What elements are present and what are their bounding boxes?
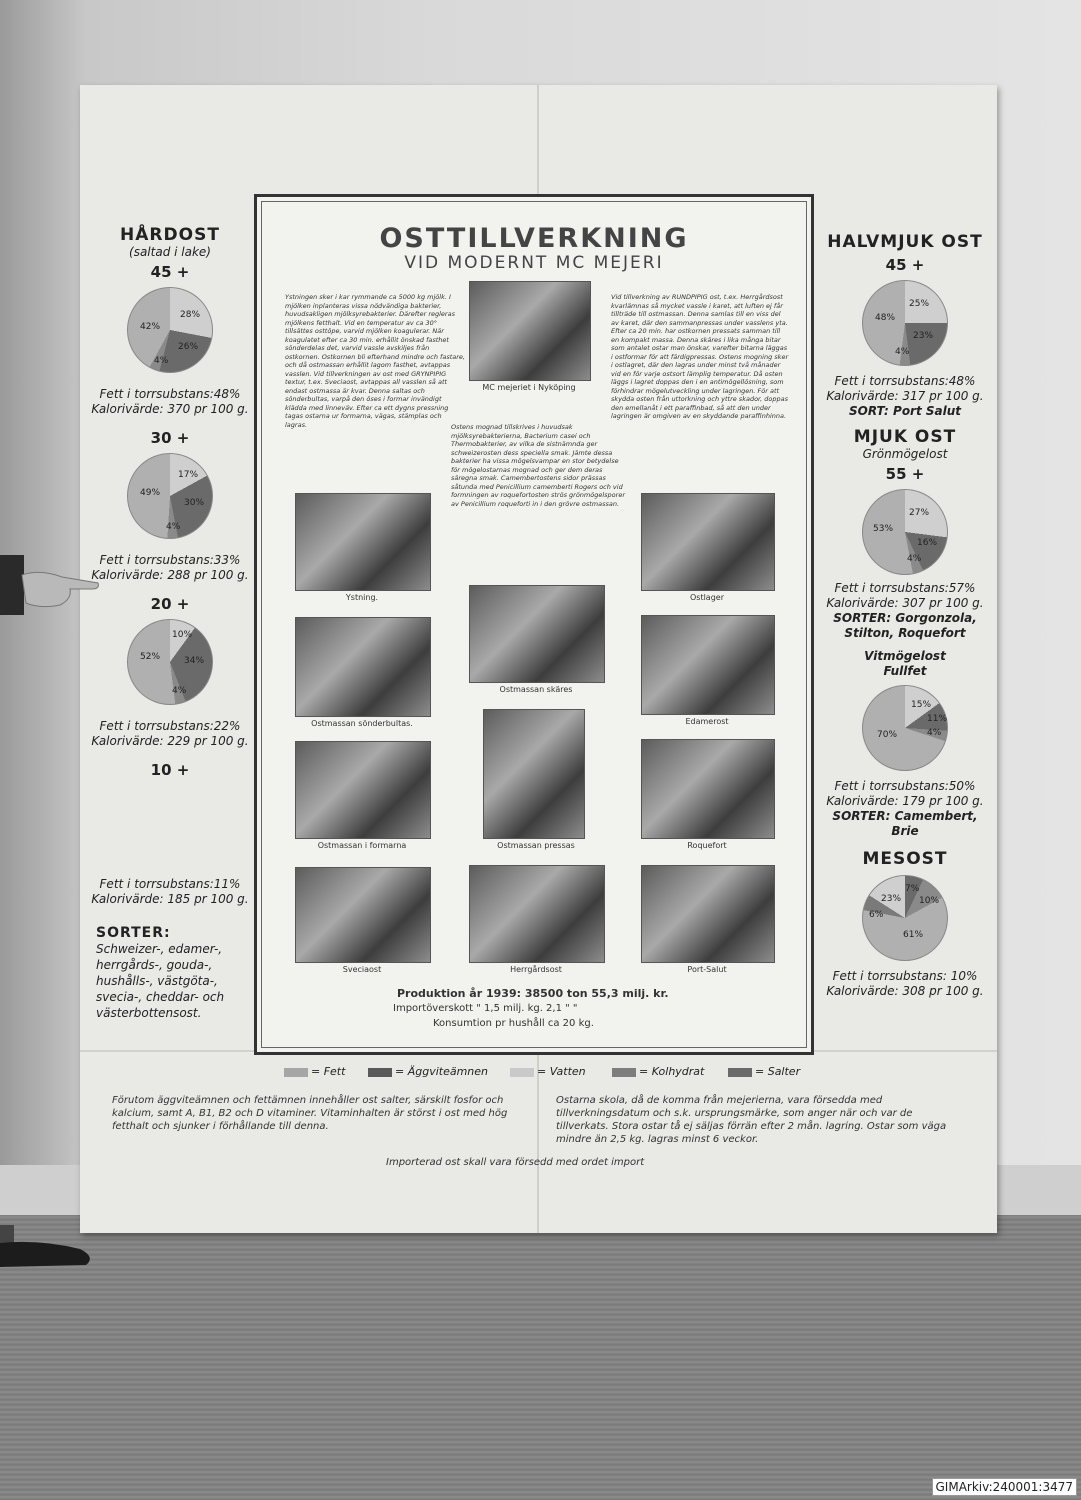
poster-text-left: Ystningen sker i kar rymmande ca 5000 kg mjölk. I mjölken inplanteras vissa nödvändiga bakterier, huvudsakligen mjölksyrebakterier. Därefter regleras mjölkens fetthalt. Vid en temperatur av ca 30° tillsättes osttöpe, varvid mjölken koagulerar. När koagulatet efter ca 30 min. erhållit önskad fasthet sönderdelas det, varvid vassle avskiljes från ostkornen. Ostkornen bli efterhand mindre och fastare, och då ostmassan erhållit lagom fasthet, avtappas vasslen. Vid tillverkningen av ost med GRYNPIPIG textur, t.ex. Sveciaost, avtappas all vasslen så att endast ostmassa är kvar. Denna saltas och sönderbultas, varpå den öses i formar invändigt klädda med linneväv. Efter ca ett dygns pressning tagas ostarna ur formarna, vägas, stämplas och lagras. bbox=[285, 293, 465, 429]
pie-label: 30% bbox=[184, 498, 205, 508]
pie-chart bbox=[127, 453, 213, 539]
stat-line: Fett i torrsubstans:50% bbox=[834, 779, 976, 793]
stat-line: Fett i torrsubstans:48% bbox=[99, 387, 241, 401]
footer-bottom: Importerad ost skall vara försedd med ordet import bbox=[386, 1157, 645, 1168]
pie-label: 34% bbox=[184, 656, 205, 666]
pie-label: 25% bbox=[909, 299, 930, 309]
legend-kolhydrat bbox=[612, 1065, 704, 1078]
stat-line: Fett i torrsubstans:33% bbox=[99, 553, 241, 567]
stat-line: Fett i torrsubstans:48% bbox=[834, 374, 976, 388]
sorter-line: västerbottensost. bbox=[96, 1006, 202, 1020]
stat-line: Fett i torrsubstans: 10% bbox=[832, 969, 978, 983]
caption: Ystning. bbox=[345, 593, 379, 602]
photo-formarna bbox=[295, 741, 431, 839]
group-pct: 45 + bbox=[150, 263, 190, 281]
pie-label: 61% bbox=[903, 930, 924, 940]
stat-line: Fett i torrsubstans:22% bbox=[99, 719, 241, 733]
footer-right: Ostarna skola, då de komma från mejerierna, vara försedda med tillverkningsdatum och s.k. ursprungsmärke, som anger när och var de tillverkats. Stora ostar tå ej säljas förrän efter 2 mån. lagring. Ostar som väga mindre än 2,5 kg. lagras minst 6 veckor. bbox=[556, 1095, 947, 1145]
legend-salter bbox=[728, 1065, 800, 1078]
caption: Ostmassan pressas bbox=[497, 841, 575, 850]
stat-line: Kalorivärde: 370 pr 100 g. bbox=[91, 402, 249, 416]
pie-label: 15% bbox=[911, 700, 932, 710]
sort-line: SORTER: Camembert, Brie bbox=[832, 809, 978, 838]
pie-label: 53% bbox=[873, 524, 894, 534]
photo-portsalut bbox=[641, 865, 775, 963]
pie-label: 49% bbox=[140, 488, 161, 498]
stat-line: Fett i torrsubstans:57% bbox=[834, 581, 976, 595]
production-line: Importöverskott " 1,5 milj. kg. 2,1 " " bbox=[393, 1003, 578, 1014]
photo-sonderbultas bbox=[295, 617, 431, 717]
pie-label: 4% bbox=[172, 686, 187, 696]
group-pct: 20 + bbox=[150, 595, 190, 613]
poster-title: OSTTILLVERKNING bbox=[379, 223, 689, 254]
pie-placeholder bbox=[90, 779, 250, 863]
stat-line: Fett i torrsubstans:11% bbox=[99, 877, 241, 891]
pie-label: 27% bbox=[909, 508, 930, 518]
sort-line: SORT: Port Salut bbox=[848, 404, 962, 418]
photo-sveciaost bbox=[295, 867, 431, 963]
mjuk-title: MJUK OST bbox=[853, 427, 957, 447]
production-line: Produktion år 1939: 38500 ton 55,3 milj. kr. bbox=[397, 987, 669, 1000]
pie-label: 11% bbox=[927, 714, 948, 724]
pie-label: 23% bbox=[913, 331, 934, 341]
caption: Edamerost bbox=[685, 717, 729, 726]
caption: Ostmassan skäres bbox=[499, 685, 573, 694]
legend-label: = Fett bbox=[311, 1065, 346, 1078]
legend-aggvite bbox=[368, 1065, 488, 1078]
legend-label: = Kolhydrat bbox=[639, 1065, 705, 1078]
pie-label: 52% bbox=[140, 652, 161, 662]
sort-line: SORTER: Gorgonzola, bbox=[833, 611, 977, 625]
pie-label: 7% bbox=[905, 884, 920, 894]
pie-label: 6% bbox=[869, 910, 884, 920]
pie-label: 10% bbox=[919, 896, 940, 906]
caption: Port-Salut bbox=[687, 965, 727, 974]
photo-herrgardsost bbox=[469, 865, 605, 963]
sorter-line: svecia-, cheddar- och bbox=[96, 990, 225, 1004]
photo-ostlager bbox=[641, 493, 775, 591]
floor bbox=[0, 1215, 1081, 1500]
legend-label: = Äggviteämnen bbox=[395, 1065, 489, 1078]
halvmjuk-title: HALVMJUK OST bbox=[827, 232, 983, 252]
stat-line: Kalorivärde: 179 pr 100 g. bbox=[826, 794, 984, 808]
pie-label: 10% bbox=[172, 630, 193, 640]
stat-line: Kalorivärde: 185 pr 100 g. bbox=[91, 892, 249, 906]
legend-swatch bbox=[368, 1068, 392, 1077]
pie-chart bbox=[862, 280, 948, 366]
vit-title: Vitmögelost bbox=[864, 649, 946, 663]
legend-swatch bbox=[728, 1068, 752, 1077]
poster-text-middle: Ostens mognad tillskrives i huvudsak mjölksyrebakterierna, Bacterium casei och Thermobakterier, av vilka de sistnämnda ger schweizerosten dess speciella smak. Jämte dessa bakterier ha vissa mögelsvampar en stor betydelse för mögelostarnas mognad och ger dem deras säregna smak. Camembertostens sidor prässas såtunda med Penicillium camemberti Rogers och vid formningen av roquefortosten strös grönmögelsporer av Penicillium roqueforti in i den grövre ostmassan. bbox=[451, 423, 626, 508]
group-pct: 10 + bbox=[150, 761, 190, 779]
sorter-label: SORTER: bbox=[96, 925, 171, 941]
sort-line: Stilton, Roquefort bbox=[844, 626, 966, 640]
stat-line: Kalorivärde: 308 pr 100 g. bbox=[826, 984, 984, 998]
photo-caption: MC mejeriet i Nyköping bbox=[482, 383, 576, 392]
pointing-hand bbox=[0, 555, 100, 615]
photo-pressas bbox=[483, 709, 585, 839]
photo-skares bbox=[469, 585, 605, 683]
pie-label: 4% bbox=[907, 554, 922, 564]
group-pct: 45 + bbox=[885, 256, 925, 274]
shoe bbox=[0, 1225, 95, 1270]
right-column bbox=[820, 232, 990, 999]
hardost-title: HÅRDOST bbox=[120, 225, 220, 245]
legend-fett bbox=[284, 1065, 345, 1078]
hardost-subtitle: (saltad i lake) bbox=[129, 245, 211, 259]
stat-line: Kalorivärde: 307 pr 100 g. bbox=[826, 596, 984, 610]
center-poster bbox=[254, 194, 814, 1055]
sorter-line: herrgårds-, gouda-, bbox=[96, 958, 213, 972]
archive-watermark: GIMArkiv:240001:3477 bbox=[932, 1478, 1078, 1496]
pie-chart bbox=[862, 489, 948, 575]
legend-label: = Vatten bbox=[537, 1065, 586, 1078]
production-line: Konsumtion pr hushåll ca 20 kg. bbox=[433, 1018, 594, 1029]
pie-chart bbox=[127, 287, 213, 373]
pie-label: 23% bbox=[881, 894, 902, 904]
poster-subtitle: VID MODERNT MC MEJERI bbox=[404, 253, 664, 273]
poster-text-right: Vid tillverkning av RUNDPIPIG ost, t.ex. Herrgårdsost kvarlämnas så mycket vassle i karet, att luften ej får tillträde till ostmassan. Denna samlas till en viss del av karet, där den sammanpressas under vasslens yta. Efter ca 20 min. har ostkornen pressats samman till en kompakt massa. Denna skäres i lika många bitar som antalet ostar man önskar, varefter bitarna läggas i ostformar för att färdigpressas. Ostens mogning sker i ostlagret, där den lagras under minst två månader vid en för varje ostsort lämplig temperatur. Då osten läggs i lagret doppas den i en antimögellösning, som förhindrar mögelutveckling under lagringen. För att skydda osten från uttorkning och yttre skador, doppas den emellanåt i ett paraffinbad, så att den under lagringen är omgiven av en skyddande paraffinhinna. bbox=[611, 293, 789, 420]
legend-vatten bbox=[510, 1065, 586, 1078]
caption: Ostmassan sönderbultas. bbox=[311, 719, 413, 728]
pie-label: 42% bbox=[140, 322, 161, 332]
pie-label: 28% bbox=[180, 310, 201, 320]
pie-chart bbox=[862, 685, 948, 771]
caption: Ostmassan i formarna bbox=[317, 841, 407, 850]
pie-label: 4% bbox=[166, 522, 181, 532]
pie-label: 48% bbox=[875, 313, 896, 323]
sorter-line: Schweizer-, edamer-, bbox=[96, 942, 223, 956]
pie-chart bbox=[127, 619, 213, 705]
caption: Herrgårdsost bbox=[510, 965, 562, 974]
pie-label: 4% bbox=[154, 356, 169, 366]
pie-label: 17% bbox=[178, 470, 199, 480]
sorter-list bbox=[90, 941, 250, 1021]
dairy-photo bbox=[469, 281, 591, 381]
pie-label: 16% bbox=[917, 538, 938, 548]
photo-edamerost bbox=[641, 615, 775, 715]
vit-subtitle: Fullfet bbox=[883, 664, 927, 678]
pie-label: 4% bbox=[895, 347, 910, 357]
sorter-line: hushålls-, västgöta-, bbox=[96, 974, 218, 988]
group-pct: 30 + bbox=[150, 429, 190, 447]
mesost-title: MESOST bbox=[862, 849, 948, 869]
pie-label: 4% bbox=[927, 728, 942, 738]
stat-line: Kalorivärde: 317 pr 100 g. bbox=[826, 389, 984, 403]
stat-line: Kalorivärde: 229 pr 100 g. bbox=[91, 734, 249, 748]
caption: Sveciaost bbox=[342, 965, 382, 974]
pie-label: 26% bbox=[178, 342, 199, 352]
legend-label: = Salter bbox=[755, 1065, 801, 1078]
legend-swatch bbox=[284, 1068, 308, 1077]
photo-ystning bbox=[295, 493, 431, 591]
group-pct: 55 + bbox=[885, 465, 925, 483]
mjuk-subtitle: Grönmögelost bbox=[862, 447, 948, 461]
stat-line: Kalorivärde: 288 pr 100 g. bbox=[91, 568, 249, 582]
legend-swatch bbox=[612, 1068, 636, 1077]
left-column bbox=[90, 225, 250, 1021]
legend-swatch bbox=[510, 1068, 534, 1077]
caption: Ostlager bbox=[689, 593, 724, 602]
footer-left: Förutom äggviteämnen och fettämnen innehåller ost salter, särskilt fosfor och kalcium, samt A, B1, B2 och D vitaminer. Vitaminhalten är störst i ost med hög fetthalt och sjunker i förhållande till denna. bbox=[112, 1095, 508, 1132]
pie-chart bbox=[862, 875, 948, 961]
pie-label: 70% bbox=[877, 730, 898, 740]
photo-roquefort bbox=[641, 739, 775, 839]
caption: Roquefort bbox=[687, 841, 727, 850]
